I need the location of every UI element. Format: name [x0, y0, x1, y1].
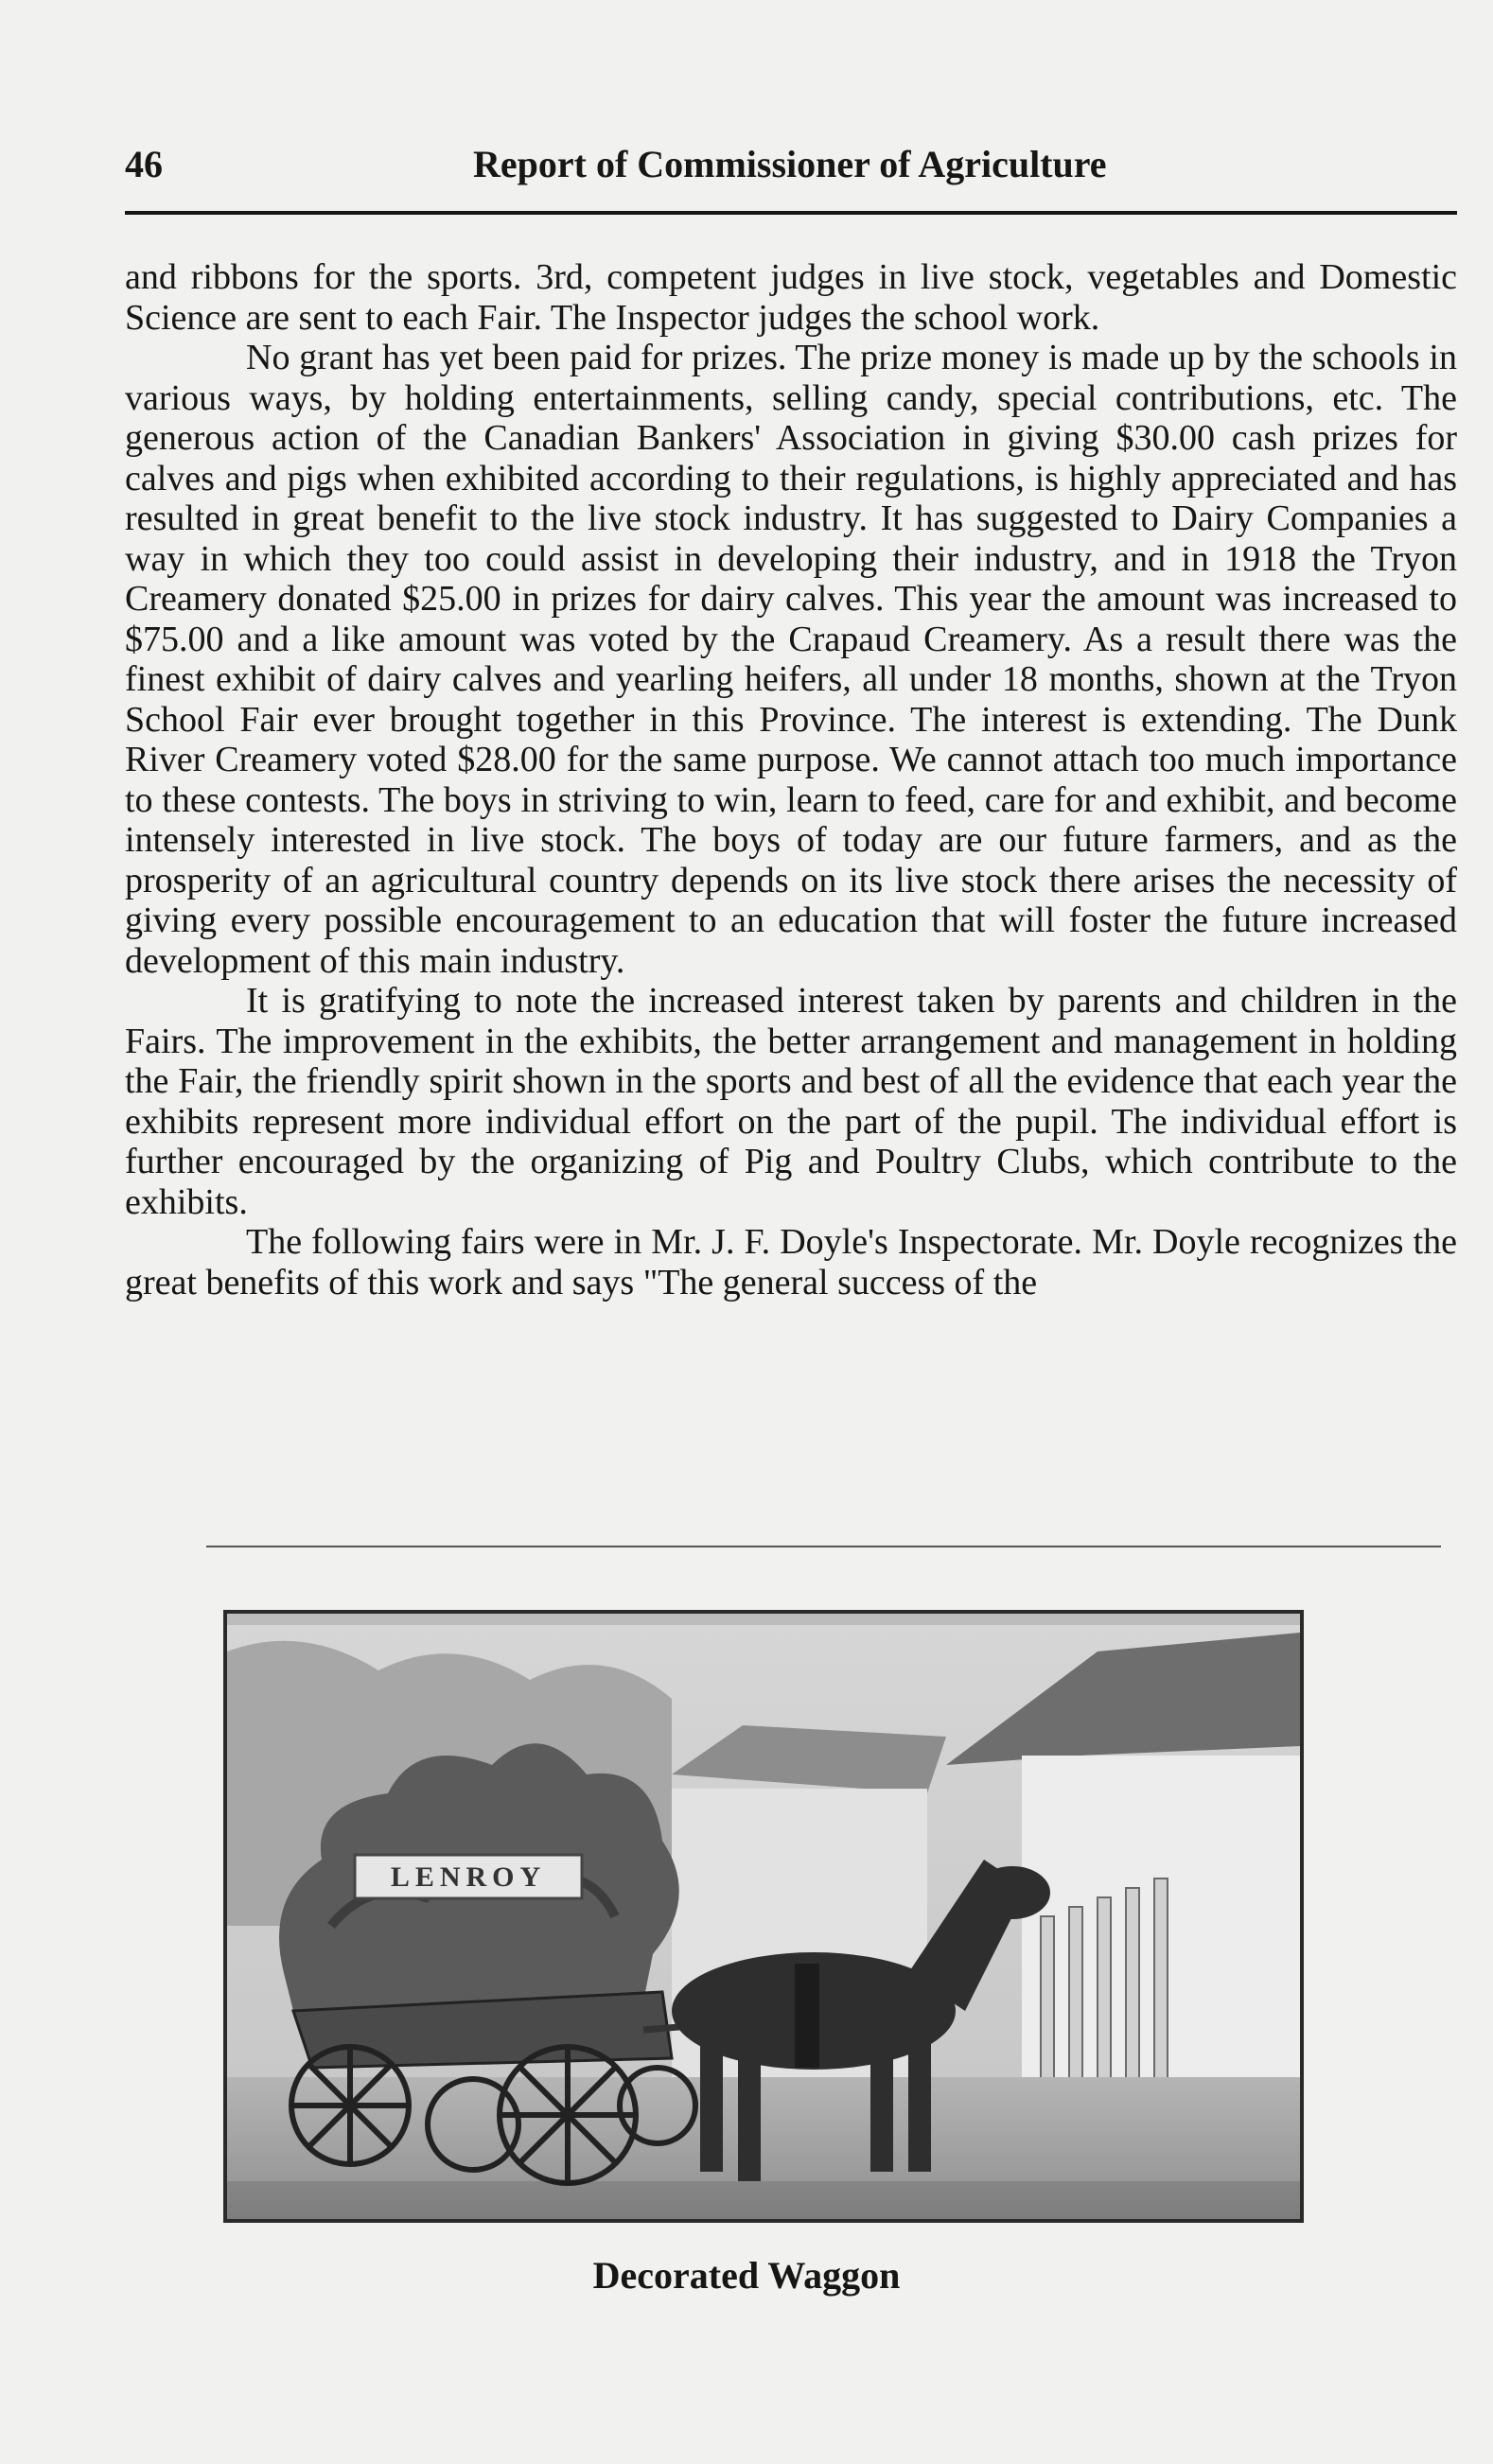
header-rule [125, 211, 1457, 215]
decorated-waggon-photo [223, 1610, 1304, 2223]
paragraph-4: The following fairs were in Mr. J. F. Doyle's Inspectorate. Mr. Doyle recognizes the great benefits of this work and says "The general success of the [125, 1222, 1457, 1302]
page-number: 46 [125, 143, 163, 185]
running-head: Report of Commissioner of Agriculture [473, 143, 1107, 185]
photo-caption: Decorated Waggon [592, 2254, 901, 2297]
paragraph-3: It is gratifying to note the increased interest taken by parents and children in the Fairs. The improvement in the exhibits, the better arrangement and management in holding the Fair, the friendly spirit shown in the sports and best of all the evidence that each year the exhibits represent more individual effort on the part of the pupil. The individual effort is further encouraged by the organizing of Pig and Poultry Clubs, which contribute to the exhibits. [125, 981, 1457, 1222]
harness [795, 1964, 819, 2068]
footnote-rule [206, 1546, 1441, 1547]
paragraph-1: and ribbons for the sports. 3rd, competent judges in live stock, vegetables and Domestic Science are sent to each Fair. The Inspector judges the school work. [125, 257, 1457, 338]
paragraph-2: No grant has yet been paid for prizes. The prize money is made up by the schools in various ways, by holding entertainments, selling candy, special contributions, etc. The generous action of the Canadian Bankers' Association in giving $30.00 cash prizes for calves and pigs when exhibited according to their regulations, is highly appreciated and has resulted in great benefit to the live stock industry. It has suggested to Dairy Companies a way in which they too could assist in developing their industry, and in 1918 the Tryon Creamery donated $25.00 in prizes for dairy calves. This year the amount was increased to $75.00 and a like amount was voted by the Crapaud Creamery. As a result there was the finest exhibit of dairy calves and yearling heifers, all under 18 months, shown at the Tryon School Fair ever brought together in this Province. The interest is extending. The Dunk River Creamery voted $28.00 for the same purpose. We cannot attach too much importance to these contests. The boys in striving to win, learn to feed, care for and exhibit, and become intensely interested in live stock. The boys of today are our future farmers, and as the prosperity of an agricultural country depends on its live stock there arises the necessity of giving every possible encouragement to an education that will foster the future increased development of this main industry. [125, 338, 1457, 981]
photo-illustration [227, 1614, 1300, 2219]
wagon-sign-text: LENROY [390, 1861, 547, 1893]
body-text [125, 257, 1457, 1302]
